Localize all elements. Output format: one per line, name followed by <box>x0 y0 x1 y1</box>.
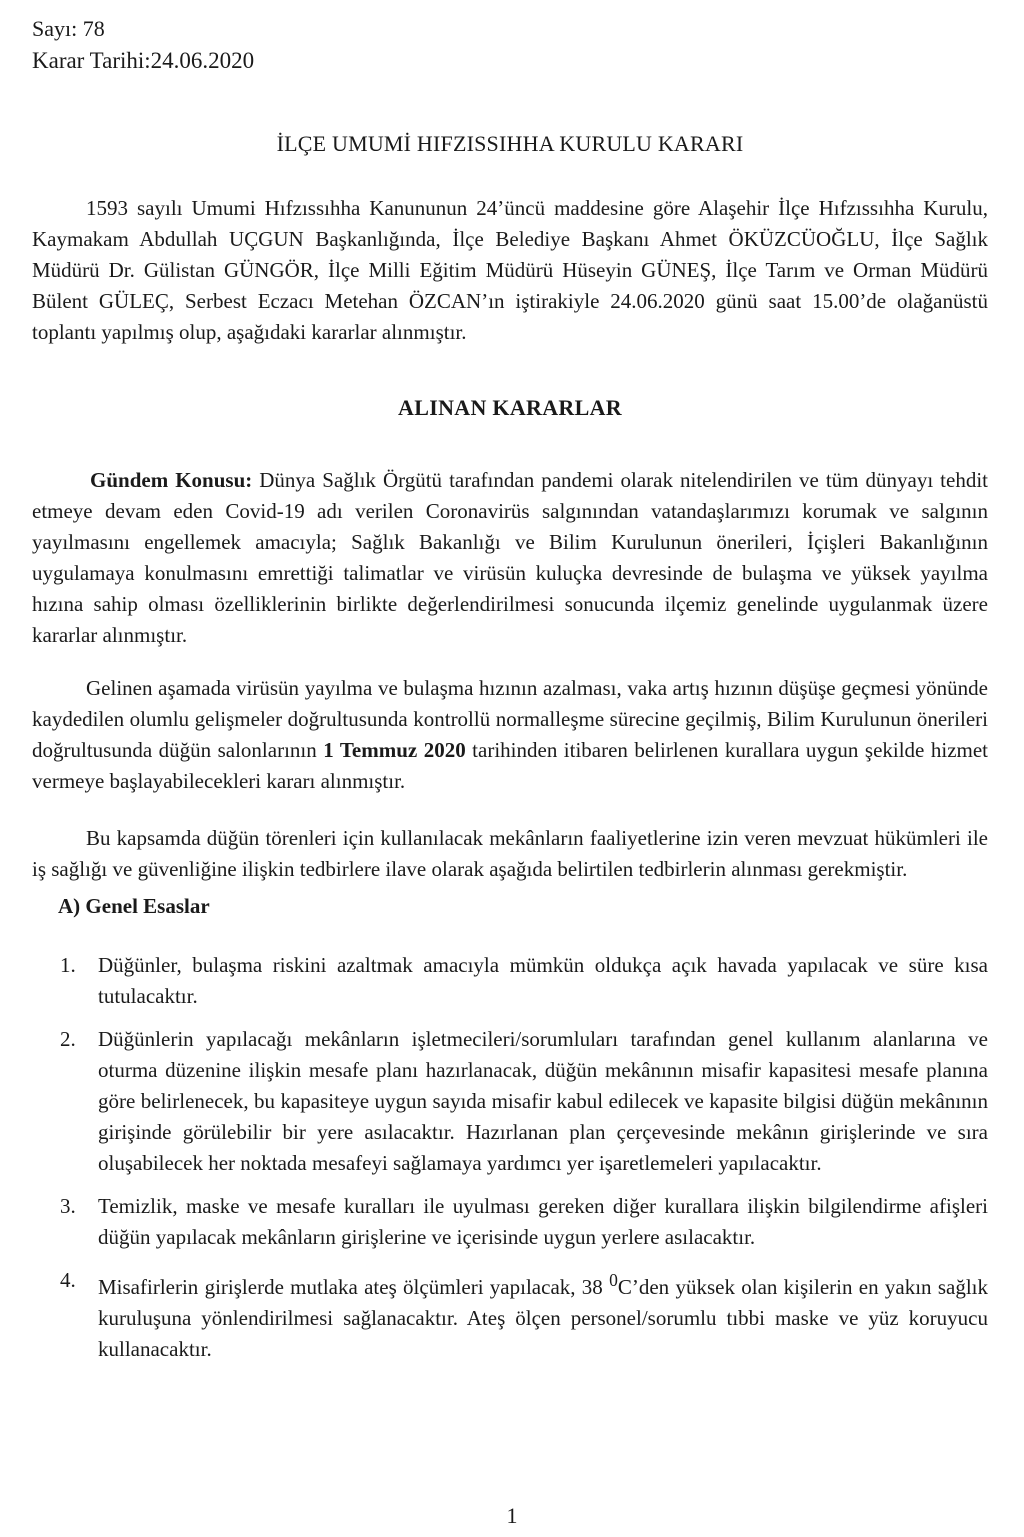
decision-date: Karar Tarihi:24.06.2020 <box>32 48 255 73</box>
list-item-number: 2. <box>60 1027 76 1051</box>
list-item <box>32 1024 988 1179</box>
list-item-number: 4. <box>60 1268 76 1292</box>
decisions-heading: ALINAN KARARLAR <box>398 395 622 420</box>
decision-number: Sayı: 78 <box>32 16 105 41</box>
agenda-paragraph <box>32 465 988 651</box>
list-item-text-end: C’den yüksek olan kişilerin en yakın sağlık kuruluşuna yönlendirilmesi sağlanacaktır. Ateş ölçen personel/sorumlu tıbbi maske ve yüz koruyucu kullanacaktır. <box>98 1275 988 1361</box>
list-item-number: 3. <box>60 1194 76 1218</box>
list-item <box>32 1191 988 1253</box>
list-item-text-start: Misafirlerin girişlerde mutlaka ateş ölçümleri yapılacak, 38 <box>98 1275 610 1299</box>
paragraph-normalization-start: Gelinen aşamada virüsün yayılma ve bulaşma hızının azalması, vaka artış hızının düşüşe geçmesi yönünde kaydedilen olumlu gelişmeler doğrultusunda kontrollü normalleşme sürecine geçilmiş, Bilim Kurulunun önerileri doğrultusunda düğün salonlarının <box>32 676 988 762</box>
list-item <box>32 1265 988 1365</box>
intro-paragraph: 1593 sayılı Umumi Hıfzıssıhha Kanununun 24’üncü maddesine göre Alaşehir İlçe Hıfzıssıhha Kurulu, Kaymakam Abdullah UÇGUN Başkanlığında, İlçe Belediye Başkanı Ahmet ÖKÜZCÜOĞLU, İlçe Sağlık Müdürü Dr. Gülistan GÜNGÖR, İlçe Milli Eğitim Müdürü Hüseyin GÜNEŞ, İlçe Tarım ve Orman Müdürü Bülent GÜLEÇ, Serbest Eczacı Metehan ÖZCAN’ın iştirakiyle 24.06.2020 günü saat 15.00’de olağanüstü toplantı yapılmış olup, aşağıdaki kararlar alınmıştır. <box>32 196 988 344</box>
list-item-text: Düğünler, bulaşma riskini azaltmak amacıyla mümkün oldukça açık havada yapılacak ve süre kısa tutulacaktır. <box>98 953 988 1008</box>
list-item-text: Temizlik, maske ve mesafe kuralları ile uyulması gereken diğer kurallara ilişkin bilgilendirme afişleri düğün yapılacak mekânların girişlerine ve içerisinde uygun yerlere asılacaktır. <box>98 1194 988 1249</box>
agenda-label: Gündem Konusu: <box>90 468 253 492</box>
section-a-heading: A) Genel Esaslar <box>58 894 210 918</box>
list-item <box>32 950 988 1012</box>
page-number: 1 <box>506 1503 518 1528</box>
agenda-text: Dünya Sağlık Örgütü tarafından pandemi olarak nitelendirilen ve tüm dünyayı tehdit etmeye devam eden Covid-19 adı verilen Coronavirüs salgınından vatandaşlarımızı korumak ve salgının yayılmasını engellemek amacıyla; Sağlık Bakanlığı ve Bilim Kurulunun önerileri, İçişleri Bakanlığının uygulamaya konulmasını emrettiği talimatlar ve virüsün kuluçka devresinde de bulaşma ve yüksek yayılma hızına sahip olması özelliklerinin birlikte değerlendirilmesi sonucunda ilçemiz genelinde uygulanmak üzere kararlar alınmıştır. <box>32 468 988 647</box>
paragraph-normalization <box>32 673 988 797</box>
list-item-number: 1. <box>60 953 76 977</box>
paragraph-normalization-end: tarihinden itibaren belirlenen kurallara uygun şekilde hizmet vermeye başlayabilecekleri kararı alınmıştır. <box>32 738 989 793</box>
list-item-text: Düğünlerin yapılacağı mekânların işletmecileri/sorumluları tarafından genel kullanım alanlarına ve oturma düzenine ilişkin mesafe planı hazırlanacak, düğün mekânının misafir kapasitesi mesafe planına göre belirlenecek, bu kapasiteye uygun sayıda misafir kabul edilecek ve kapasite bilgisi düğün mekânının girişinde görülebilir bir yere asılacaktır. Hazırlanan plan çerçevesinde mekânın girişlerinde ve sıra oluşabilecek her noktada mesafeyi sağlamaya yardımcı yer işaretlemeleri yapılacaktır. <box>98 1027 988 1175</box>
list-item-text <box>98 1270 988 1361</box>
general-principles-list <box>32 950 988 1365</box>
start-date: 1 Temmuz 2020 <box>323 738 466 762</box>
degree-superscript: 0 <box>609 1270 618 1290</box>
document-title: İLÇE UMUMİ HIFZISSIHHA KURULU KARARI <box>276 131 744 156</box>
paragraph-measures: Bu kapsamda düğün törenleri için kullanılacak mekânların faaliyetlerine izin veren mevzuat hükümleri ile iş sağlığı ve güvenliğine ilişkin tedbirlere ilave olarak aşağıda belirtilen tedbirlerin alınması gerekmiştir. <box>32 826 988 881</box>
